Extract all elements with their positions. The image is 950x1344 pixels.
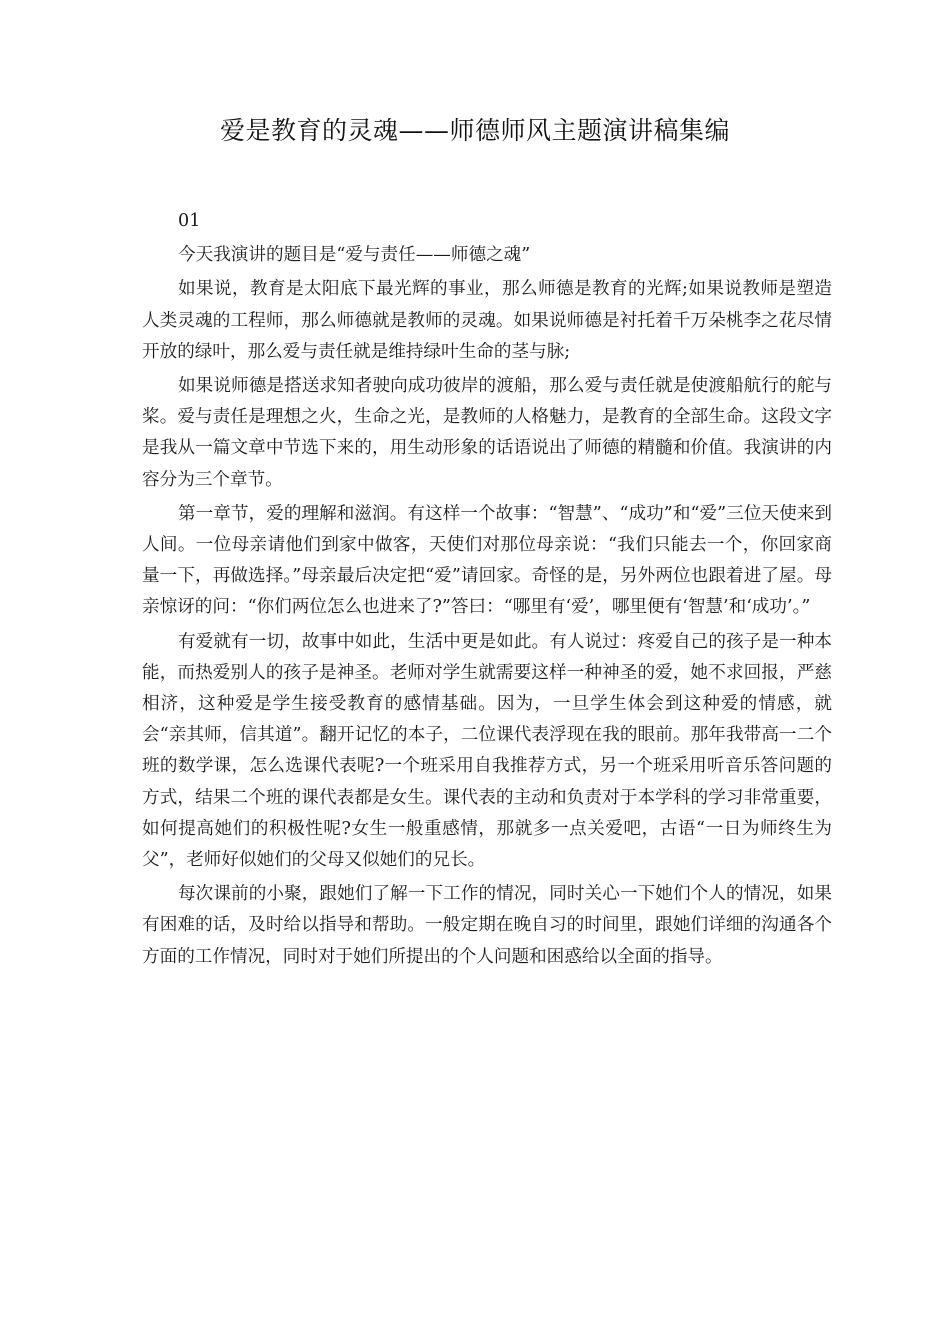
paragraph: 如果说，教育是太阳底下最光辉的事业，那么师德是教育的光辉;如果说教师是塑造人类灵魂的工程师，那么师德就是教师的灵魂。如果说师德是衬托着千万朵桃李之花尽情开放的绿叶，那么爱与责任就是维持绿叶生命的茎与脉;	[142, 279, 832, 362]
paragraph: 第一章节，爱的理解和滋润。有这样一个故事：“智慧”、“成功”和“爱”三位天使来到人间。一位母亲请他们到家中做客，天使们对那位母亲说：“我们只能去一个，你回家商量一下，再做选择。”母亲最后决定把“爱”请回家。奇怪的是，另外两位也跟着进了屋。母亲惊讶的问：“你们两位怎么也进来了?”答曰：“哪里有‘爱’，哪里便有‘智慧’和‘成功’。”	[142, 503, 832, 618]
document-title: 爱是教育的灵魂——师德师风主题演讲稿集编	[219, 116, 730, 145]
paragraph: 有爱就有一切，故事中如此，生活中更是如此。有人说过：疼爱自己的孩子是一种本能，而热爱别人的孩子是神圣。老师对学生就需要这样一种神圣的爱，她不求回报，严慈相济，这种爱是学生接受教育的感情基础。因为，一旦学生体会到这种爱的情感，就会“亲其师，信其道”。翻开记忆的本子，二位课代表浮现在我的眼前。那年我带高一二个班的数学课，怎么选课代表呢?一个班采用自我推荐方式，另一个班采用听音乐答问题的方式，结果二个班的课代表都是女生。课代表的主动和负责对于本学科的学习非常重要，如何提高她们的积极性呢?女生一般重感情，那就多一点关爱吧，古语“一日为师终生为父”，老师好似她们的父母又似她们的兄长。	[142, 631, 832, 871]
paragraph: 今天我演讲的题目是“爱与责任——师德之魂”	[178, 245, 531, 266]
document-body	[142, 206, 832, 976]
section-number: 01	[178, 211, 201, 231]
paragraph: 每次课前的小聚，跟她们了解一下工作的情况，同时关心一下她们个人的情况，如果有困难的话，及时给以指导和帮助。一般定期在晚自习的时间里，跟她们详细的沟通各个方面的工作情况，同时对于她们所提出的个人问题和困惑给以全面的指导。	[142, 884, 832, 967]
paragraph: 如果说师德是搭送求知者驶向成功彼岸的渡船，那么爱与责任就是使渡船航行的舵与桨。爱与责任是理想之火，生命之光，是教师的人格魅力，是教育的全部生命。这段文字是我从一篇文章中节选下来的，用生动形象的话语说出了师德的精髓和价值。我演讲的内容分为三个章节。	[142, 376, 832, 490]
